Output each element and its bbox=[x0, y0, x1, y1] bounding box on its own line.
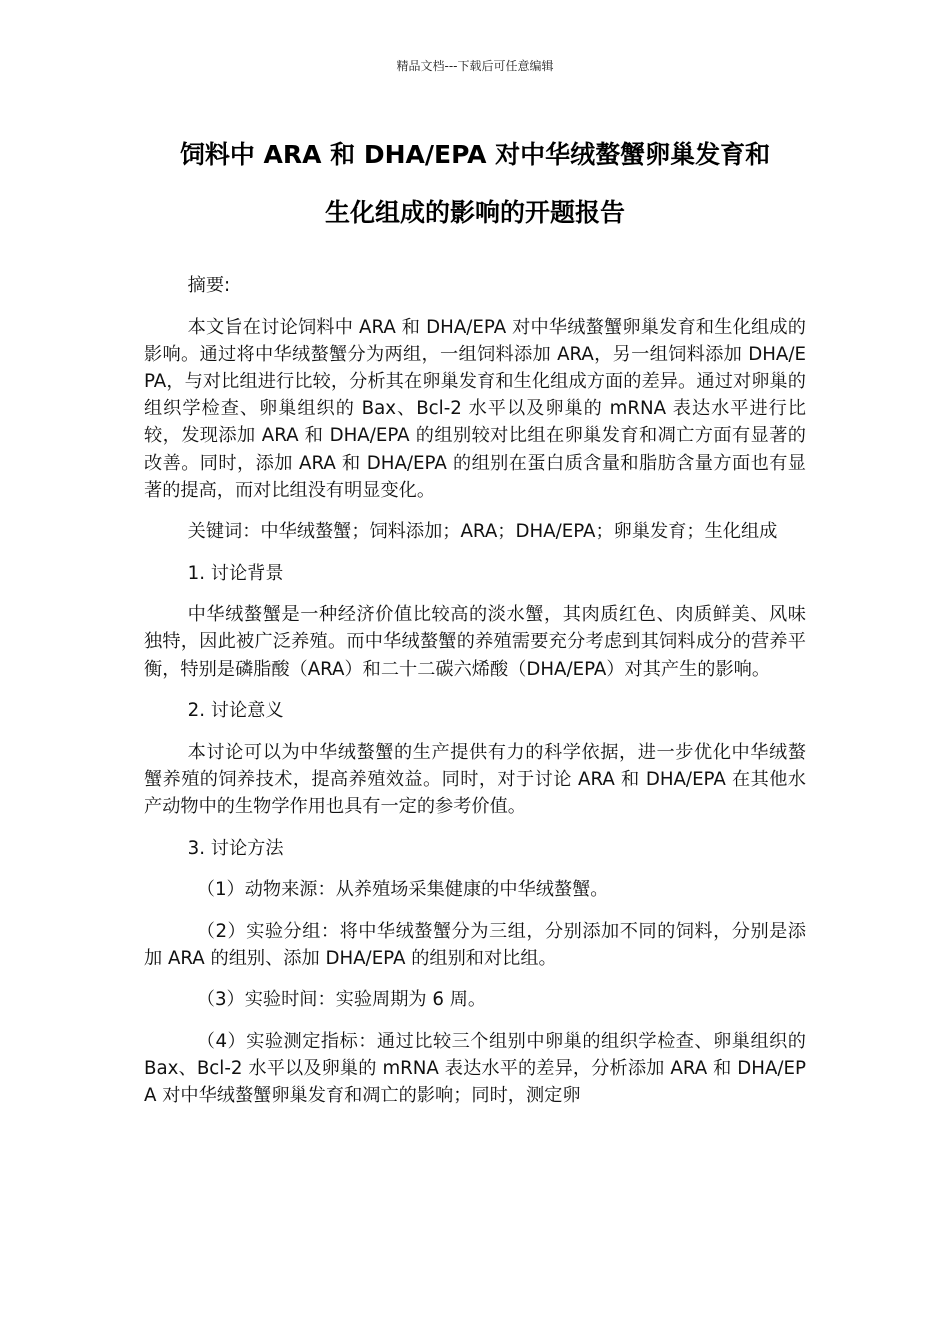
section-1-paragraph: 中华绒螯蟹是一种经济价值比较高的淡水蟹，其肉质红色、肉质鲜美、风味独特，因此被广泛养殖。而中华绒螯蟹的养殖需要充分考虑到其饲料成分的营养平衡，特别是磷脂酸（ARA）和二十二碳六烯酸（DHA/EPA）对其产生的影响。 bbox=[144, 604, 806, 680]
method-item-1: （1）动物来源：从养殖场采集健康的中华绒螯蟹。 bbox=[196, 879, 609, 901]
section-2-paragraph: 本讨论可以为中华绒螯蟹的生产提供有力的科学依据，进一步优化中华绒螯蟹养殖的饲养技术，提高养殖效益。同时，对于讨论 ARA 和 DHA/EPA 在其他水产动物中的生物学作用也具有一定的参考价值。 bbox=[144, 741, 806, 818]
section-1-heading: 1. 讨论背景 bbox=[187, 562, 284, 584]
section-3-heading: 3. 讨论方法 bbox=[187, 837, 284, 859]
abstract-label: 摘要: bbox=[187, 275, 231, 296]
title-line-2: 生化组成的影响的开题报告 bbox=[324, 198, 625, 227]
abstract-paragraph: 本文旨在讨论饲料中 ARA 和 DHA/EPA 对中华绒螯蟹卵巢发育和生化组成的影响。通过将中华绒螯蟹分为两组，一组饲料添加 ARA，另一组饲料添加 DHA/EPA，与对比组进行比较，分析其在卵巢发育和生化组成方面的差异。通过对卵巢的组织学检查、卵巢组织的 Bax、Bcl-2 水平以及卵巢的 mRNA 表达水平进行比较，发现添加 ARA 和 DHA/EPA 的组别较对比组在卵巢发育和凋亡方面有显著的改善。同时，添加 ARA 和 DHA/EPA 的组别在蛋白质含量和脂肪含量方面也有显著的提高，而对比组没有明显变化。 bbox=[144, 316, 806, 501]
document-body bbox=[144, 272, 806, 1124]
keywords-paragraph: 关键词：中华绒螯蟹；饲料添加；ARA；DHA/EPA；卵巢发育；生化组成 bbox=[187, 521, 778, 543]
title-line-1: 饲料中 ARA 和 DHA/EPA 对中华绒螯蟹卵巢发育和 bbox=[179, 140, 771, 169]
method-item-2: （2）实验分组：将中华绒螯蟹分为三组，分别添加不同的饲料，分别是添加 ARA 的组别、添加 DHA/EPA 的组别和对比组。 bbox=[144, 920, 806, 969]
method-item-4: （4）实验测定指标：通过比较三个组别中卵巢的组织学检查、卵巢组织的 Bax、Bcl-2 水平以及卵巢的 mRNA 表达水平的差异，分析添加 ARA 和 DHA/EPA 对中华绒螯蟹卵巢发育和凋亡的影响；同时，测定卵 bbox=[144, 1030, 806, 1107]
method-item-3: （3）实验时间：实验周期为 6 周。 bbox=[196, 989, 487, 1011]
section-2-heading: 2. 讨论意义 bbox=[187, 700, 284, 722]
header-note: 精品文档---下载后可任意编辑 bbox=[396, 59, 554, 73]
